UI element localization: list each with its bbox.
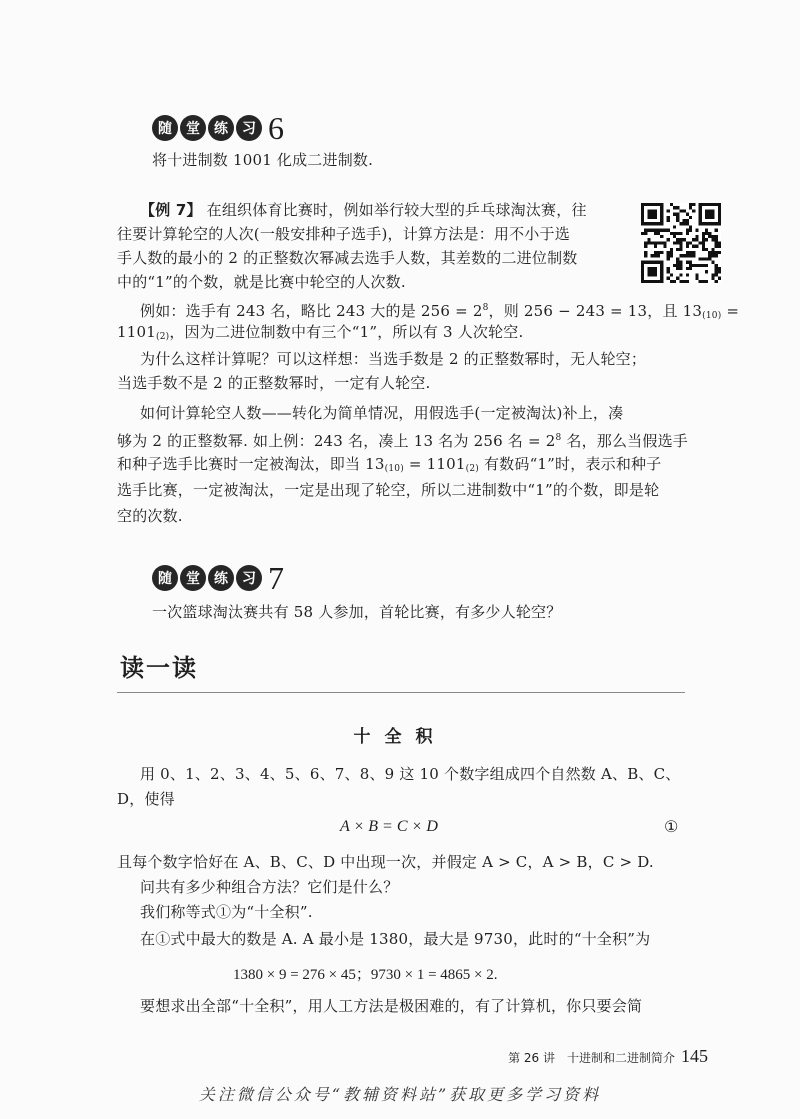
text: 例如：选手有 243 名，略比 243 大的是 256 = 2 <box>140 302 483 320</box>
reading-paragraph: 用 0、1、2、3、4、5、6、7、8、9 这 10 个数字组成四个自然数 A、B、C、 <box>140 765 681 783</box>
exercise-char: 堂 <box>180 565 206 591</box>
reading-paragraph: 问共有多少种组合方法？它们是什么？ <box>140 878 399 896</box>
watermark-text: 关注微信公众号“教辅资料站”获取更多学习资料 <box>198 1085 602 1104</box>
example-7-paragraph <box>117 428 688 452</box>
text: ，则 256 − 243 = 13，且 13 <box>488 302 703 320</box>
example-7-line: 往要计算轮空的人次(一般安排种子选手)，计算方法是：用不小于选 <box>117 225 570 243</box>
example-7-paragraph: 为什么这样计算呢？可以这样想：当选手数是 2 的正整数幂时，无人轮空； <box>140 350 647 368</box>
text: 1101 <box>117 323 156 341</box>
example-7-line <box>140 200 640 221</box>
subscript: (2) <box>155 332 170 342</box>
exercise-6-prompt: 将十进制数 1001 化成二进制数. <box>152 151 374 169</box>
reading-paragraph: D，使得 <box>117 790 175 808</box>
exercise-char: 习 <box>236 115 262 141</box>
reading-paragraph: 我们称等式①为“十全积”. <box>140 903 313 921</box>
example-7-paragraph: 空的次数. <box>117 507 183 525</box>
example-tag: 【例 7】 <box>140 201 202 219</box>
text: 名，那么当假选手 <box>561 432 688 450</box>
exercise-number: 6 <box>268 110 284 146</box>
subscript: (2) <box>465 464 479 474</box>
exercise-char: 随 <box>152 565 178 591</box>
article-title: 十全积 <box>353 727 447 747</box>
example-7-paragraph <box>117 322 685 348</box>
text: = 1101 <box>403 455 466 473</box>
text: = <box>721 302 740 320</box>
reading-paragraph: 且每个数字恰好在 A、B、C、D 中出现一次，并假定 A > C，A > B，C > D. <box>117 853 654 871</box>
section-divider <box>117 692 685 693</box>
section-title: 读一读 <box>120 654 198 682</box>
exercise-7-heading <box>152 562 284 594</box>
equation-number: ① <box>664 817 679 836</box>
exercise-char: 练 <box>208 565 234 591</box>
text: 和种子选手比赛时一定被淘汰，即当 13 <box>117 455 385 473</box>
exercise-char: 堂 <box>180 115 206 141</box>
exercise-number: 7 <box>268 560 284 596</box>
qr-code-image <box>641 203 721 283</box>
exercise-char: 随 <box>152 115 178 141</box>
equation-2: 1380 × 9 = 276 × 45；9730 × 1 = 4865 × 2. <box>233 967 498 983</box>
subscript: (10) <box>384 464 404 474</box>
superscript: 8 <box>555 433 562 443</box>
page-number: 145 <box>681 1046 708 1066</box>
reading-paragraph: 在①式中最大的数是 A. A 最小是 1380，最大是 9730，此时的“十全积”为 <box>140 930 651 948</box>
equation: A × B = C × D <box>340 818 438 835</box>
example-7-paragraph: 如何计算轮空人数——转化为简单情况，用假选手(一定被淘汰)补上，凑 <box>140 404 624 422</box>
exercise-6-heading <box>152 112 284 144</box>
example-7-line: 中的“1”的个数，就是比赛中轮空的人次数. <box>117 273 406 291</box>
subscript: (10) <box>702 311 722 321</box>
example-text: 在组织体育比赛时，例如举行较大型的乒乓球淘汰赛，往 <box>206 201 587 219</box>
exercise-char: 练 <box>208 115 234 141</box>
exercise-char: 习 <box>236 565 262 591</box>
example-7-line: 手人数的最小的 2 的正整数次幂减去选手人数，其差数的二进位制数 <box>117 249 578 267</box>
example-7-paragraph: 当选手数不是 2 的正整数幂时，一定有人轮空. <box>117 374 431 392</box>
page-footer <box>508 1046 708 1067</box>
text: 有数码“1”时，表示和种子 <box>479 455 662 473</box>
text: ，因为二进位制数中有三个“1”，所以有 3 人次轮空. <box>169 323 524 341</box>
example-7-paragraph <box>117 454 685 480</box>
example-7-paragraph: 选手比赛，一定被淘汰，一定是出现了轮空，所以二进制数中“1”的个数，即是轮 <box>117 481 660 499</box>
text: 够为 2 的正整数幂. 如上例：243 名，凑上 13 名为 256 名 = 2 <box>117 432 556 450</box>
reading-paragraph: 要想求出全部“十全积”，用人工方法是极困难的，有了计算机，你只要会简 <box>140 997 643 1015</box>
chapter-label: 第 26 讲 十进制和二进制简介 <box>508 1051 675 1065</box>
exercise-7-prompt: 一次篮球淘汰赛共有 58 人参加，首轮比赛，有多少人轮空？ <box>152 603 562 621</box>
superscript: 8 <box>482 303 489 313</box>
